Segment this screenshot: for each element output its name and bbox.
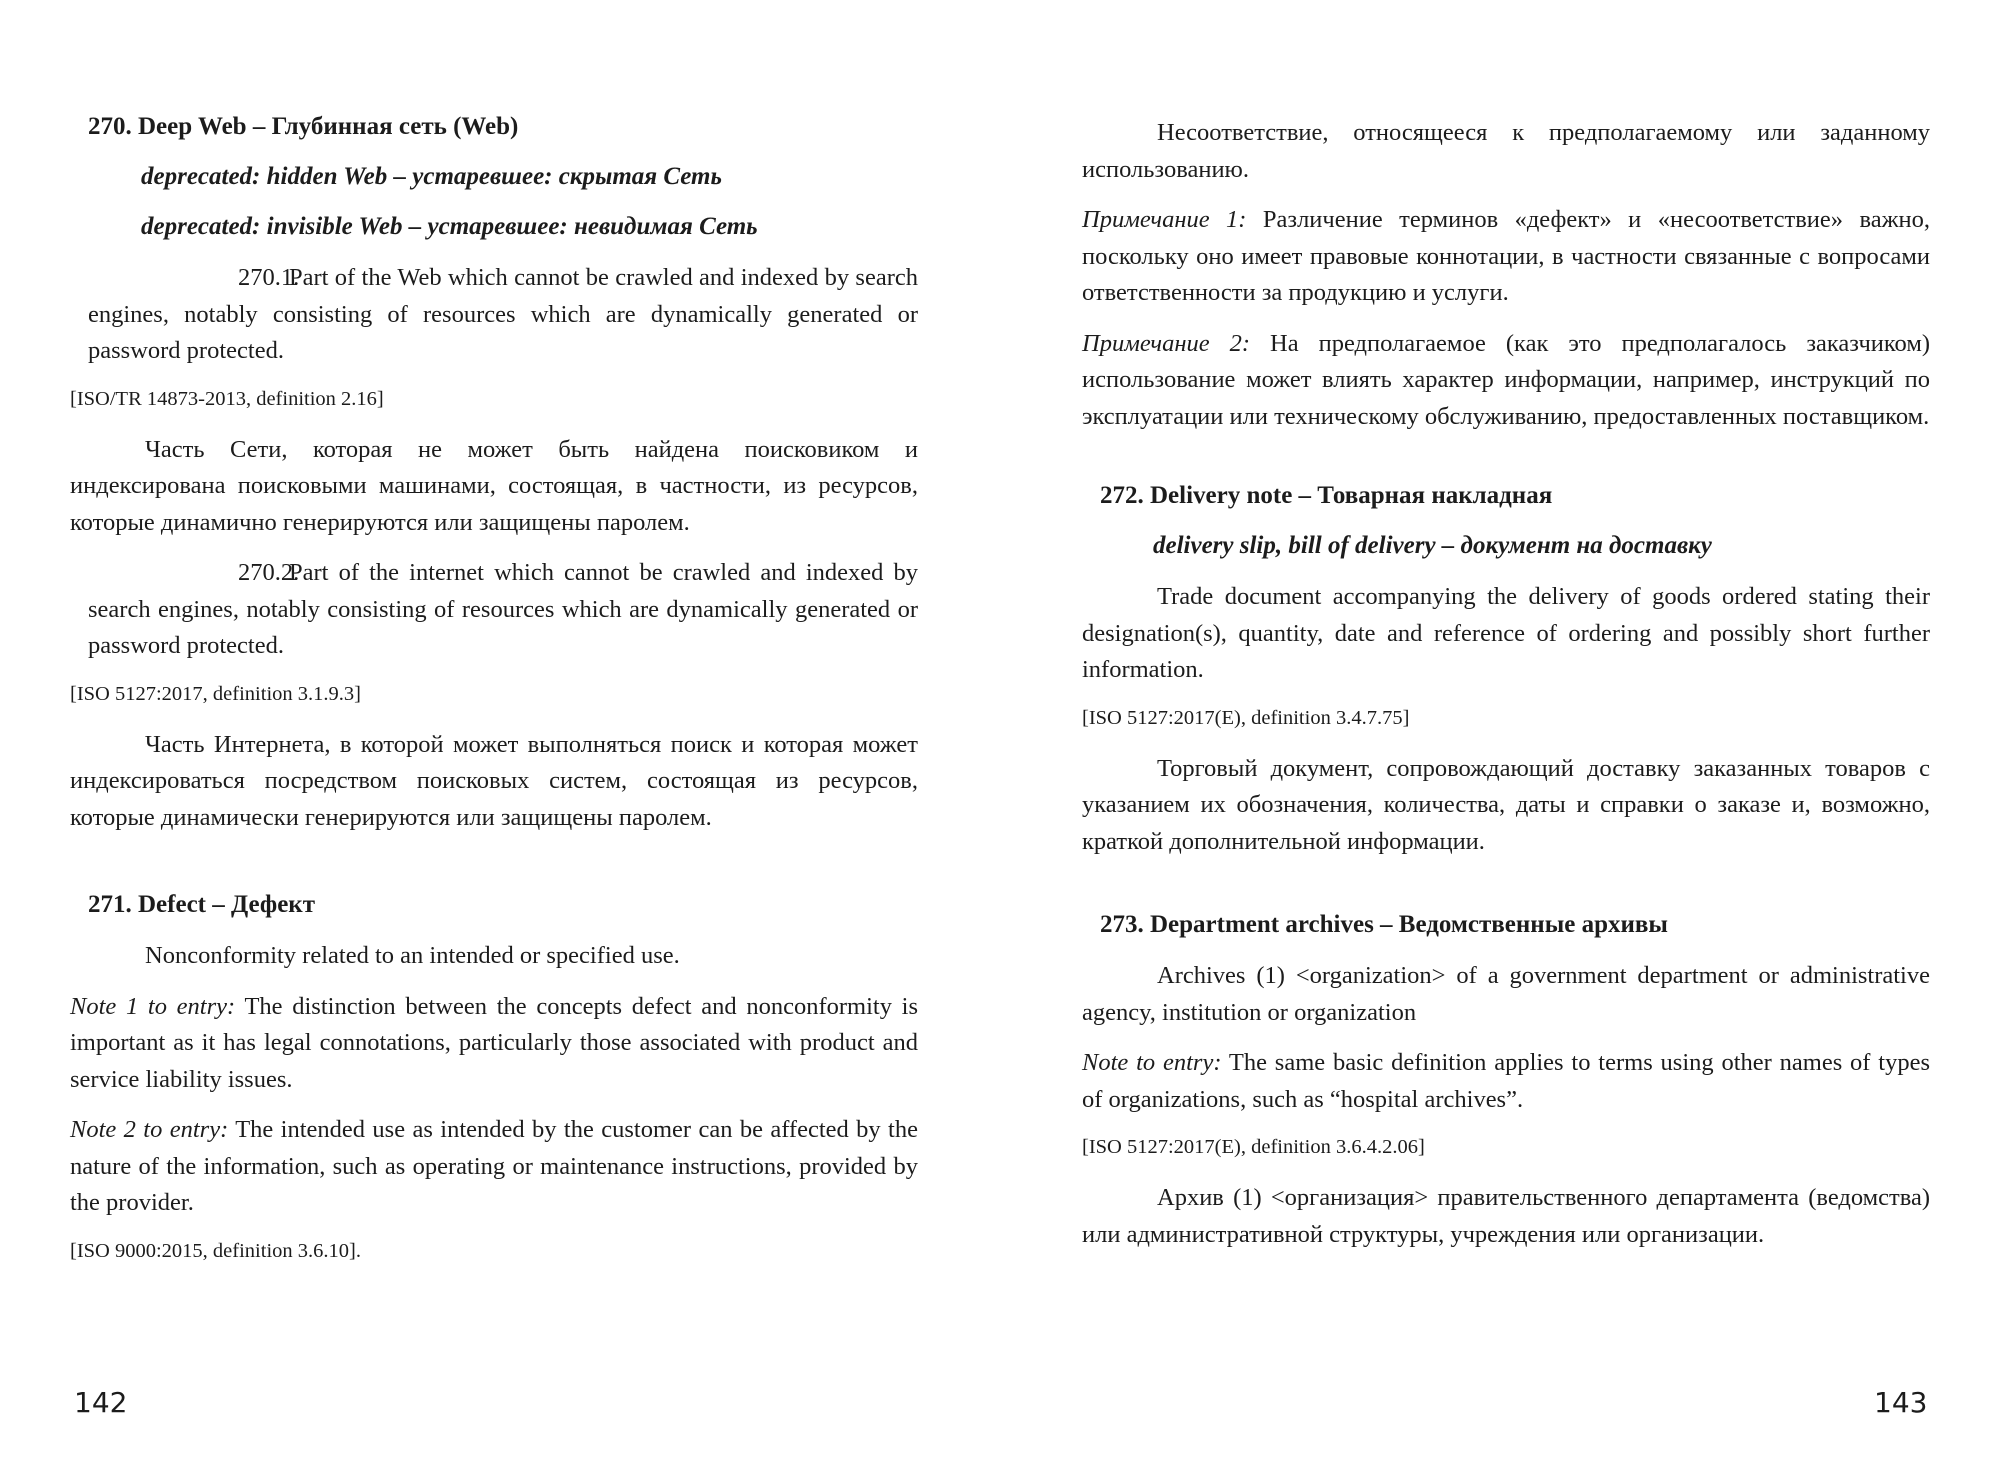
entry-270	[70, 110, 918, 836]
definition-en	[88, 555, 918, 665]
definition-ru: Часть Интернета, в которой может выполняться поиск и которая может индексироваться посредством поисковых систем, состоящая из ресурсов, которые динамически генерируются или защищены паролем.	[70, 730, 918, 831]
note-label: Примечание 1:	[1082, 206, 1247, 233]
note-label: Note 2 to entry:	[70, 1116, 229, 1143]
note-1	[70, 989, 918, 1099]
definition-number: 270.2.	[238, 559, 300, 586]
definition-ru: Несоответствие, относящееся к предполагаемому или заданному использованию.	[1082, 119, 1930, 183]
definition-en: Nonconformity related to an intended or specified use.	[145, 942, 680, 969]
entry-heading: 273. Department archives – Ведомственные архивы	[1100, 911, 1668, 938]
note-2	[70, 1112, 918, 1222]
note-text: The same basic definition applies to terms using other names of types of organizations, such as “hospital archives”.	[1082, 1049, 1930, 1113]
deprecated-synonym: deprecated: invisible Web – устаревшее: невидимая Сеть	[141, 213, 758, 240]
deprecated-synonym: deprecated: hidden Web – устаревшее: скрытая Сеть	[141, 163, 722, 190]
definition-en: Trade document accompanying the delivery of goods ordered stating their designation(s), quantity, date and reference of ordering and possibly short further information.	[1082, 583, 1930, 683]
entry-heading: 272. Delivery note – Товарная накладная	[1100, 482, 1553, 509]
note-1-ru	[1082, 202, 1930, 312]
note-text: Различение терминов «дефект» и «несоответствие» важно, поскольку оно имеет правовые коннотации, в частности связанные с вопросами ответственности за продукцию и услуги.	[1082, 206, 1930, 306]
source-citation: [ISO 5127:2017(E), definition 3.4.7.75]	[1082, 706, 1410, 729]
definition-ru: Торговый документ, сопровождающий доставку заказанных товаров с указанием их обозначения, количества, даты и справки о заказе и, возможно, краткой дополнительной информации.	[1082, 754, 1930, 855]
entry-heading: 271. Defect – Дефект	[88, 891, 315, 918]
definition-en: Archives (1) <organization> of a government department or administrative agency, institution or organization	[1082, 962, 1930, 1026]
note	[1082, 1045, 1930, 1118]
definition-ru: Часть Сети, которая не может быть найдена поисковиком и индексирована поисковыми машинами, состоящая, в частности, из ресурсов, которые динамично генерируются или защищены паролем.	[70, 435, 918, 536]
note-text: The distinction between the concepts defect and nonconformity is important as it has legal connotations, particularly those associated with product and service liability issues.	[70, 992, 919, 1093]
entry-heading: 270. Deep Web – Глубинная сеть (Web)	[88, 113, 519, 140]
note-text: The intended use as intended by the customer can be affected by the nature of the information, such as operating or maintenance instructions, provided by the provider.	[70, 1116, 918, 1216]
definition-en	[88, 260, 918, 370]
definition-text: Part of the internet which cannot be crawled and indexed by search engines, notably consisting of resources which are dynamically generated or password protected.	[88, 559, 918, 659]
entry-271	[70, 888, 918, 1266]
note-text: На предполагаемое (как это предполагалось заказчиком) использование может влиять характер информации, например, инструкций по эксплуатации или техническому обслуживанию, предоставленных поставщиком.	[1082, 329, 1930, 430]
note-label: Note to entry:	[1082, 1049, 1222, 1076]
page-number-right: 143	[1874, 1386, 1928, 1419]
source-citation: [ISO 5127:2017(E), definition 3.6.4.2.06]	[1082, 1136, 1425, 1158]
note-2-ru	[1082, 326, 1930, 436]
entry-273	[1082, 908, 1930, 1253]
source-citation: [ISO/TR 14873-2013, definition 2.16]	[70, 387, 384, 410]
entry-272	[1082, 479, 1930, 860]
entry-271-ru	[1082, 115, 1930, 435]
left-page	[70, 0, 918, 1474]
note-label: Примечание 2:	[1082, 329, 1251, 357]
note-label: Note 1 to entry:	[70, 992, 236, 1020]
right-page	[1082, 0, 1930, 1474]
synonym: delivery slip, bill of delivery – документ на доставку	[1153, 532, 1712, 559]
definition-text: Part of the Web which cannot be crawled and indexed by search engines, notably consisting of resources which are dynamically generated or password protected.	[88, 264, 918, 364]
definition-ru: Архив (1) <организация> правительственного департамента (ведомства) или административной структуры, учреждения или организации.	[1082, 1184, 1930, 1248]
source-citation: [ISO 5127:2017, definition 3.1.9.3]	[70, 682, 361, 705]
page-number-left: 142	[74, 1386, 128, 1419]
source-citation: [ISO 9000:2015, definition 3.6.10].	[70, 1239, 361, 1262]
definition-number: 270.1.	[238, 264, 300, 291]
